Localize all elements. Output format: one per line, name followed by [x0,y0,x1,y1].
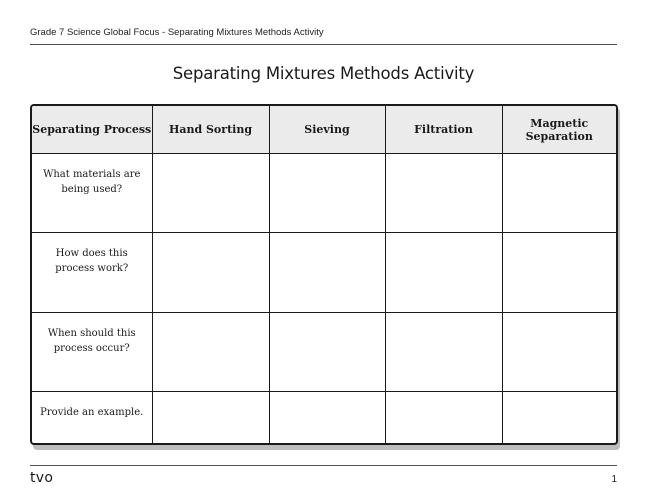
column-header-filtration: Filtration [385,106,502,154]
column-header-hand-sorting: Hand Sorting [152,106,269,154]
answer-cell[interactable] [385,233,502,312]
column-header-magnetic-separation: Magnetic Separation [502,106,616,154]
row-label-materials: What materials are being used? [32,154,152,233]
answer-cell[interactable] [385,312,502,391]
table-row [32,233,616,312]
answer-cell[interactable] [502,312,616,391]
row-label-how-it-works: How does this process work? [32,233,152,312]
answer-cell[interactable] [502,392,616,443]
page-title: Separating Mixtures Methods Activity [172,64,475,83]
document-header: Grade 7 Science Global Focus - Separating Mixtures Methods Activity [30,27,324,38]
table-row [32,154,616,233]
table-row [32,392,616,443]
column-header-sieving: Sieving [269,106,385,154]
row-label-when: When should this process occur? [32,312,152,391]
answer-cell[interactable] [269,392,385,443]
answer-cell[interactable] [385,392,502,443]
answer-cell[interactable] [152,312,269,391]
footer-divider [30,465,617,466]
answer-cell[interactable] [152,392,269,443]
answer-cell[interactable] [269,312,385,391]
answer-cell[interactable] [152,233,269,312]
answer-cell[interactable] [152,154,269,233]
page-number: 1 [611,474,617,485]
table-row [32,312,616,391]
answer-cell[interactable] [269,154,385,233]
table-header-row [32,106,616,154]
header-divider [30,44,617,45]
row-label-example: Provide an example. [32,392,152,443]
answer-cell[interactable] [269,233,385,312]
answer-cell[interactable] [502,154,616,233]
answer-cell[interactable] [502,233,616,312]
answer-cell[interactable] [385,154,502,233]
tvo-logo: tvo [30,470,54,486]
activity-table [30,104,618,445]
column-header-separating-process: Separating Process [32,106,152,154]
